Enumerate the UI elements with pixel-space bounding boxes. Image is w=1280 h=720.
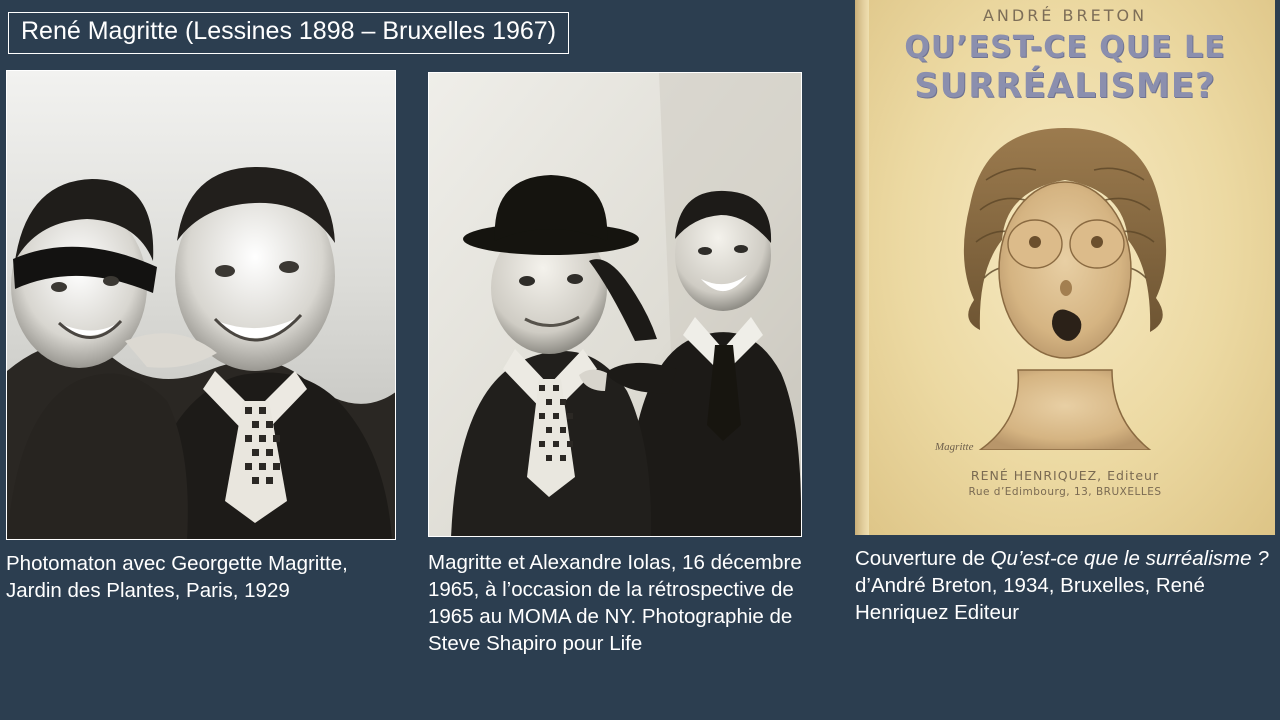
caption-3 bbox=[855, 545, 1275, 626]
caption-2: Magritte et Alexandre Iolas, 16 décembre 1965, à l’occasion de la rétrospective de 1965 au MOMA de NY. Photographie de Steve Shapiro pour Life bbox=[428, 551, 802, 656]
cover-publisher-line-1: RENÉ HENRIQUEZ, Editeur bbox=[970, 467, 1160, 483]
cover-signature: Magritte bbox=[935, 441, 974, 453]
cover-author: ANDRÉ BRETON bbox=[982, 6, 1148, 25]
couverture-quest-ce-que-le-surrealisme bbox=[855, 0, 1275, 535]
figure-block-2 bbox=[428, 70, 808, 657]
cover-title-line-2: SURRÉALISME? bbox=[914, 66, 1216, 106]
page-title-text: René Magritte (Lessines 1898 – Bruxelles 1967) bbox=[21, 17, 557, 45]
magritte-iolas-1965 bbox=[428, 72, 802, 537]
caption-3-before: Couverture de bbox=[855, 547, 991, 570]
figure-block-3 bbox=[855, 535, 1275, 626]
page-title bbox=[8, 12, 569, 54]
photo-image-1 bbox=[7, 71, 396, 540]
cover-illustration bbox=[940, 120, 1190, 450]
caption-3-title: Qu’est-ce que le surréalisme ? bbox=[990, 547, 1269, 570]
cover-publisher-line-2: Rue d’Edimbourg, 13, BRUXELLES bbox=[968, 486, 1162, 499]
magritte-face-drawing bbox=[940, 120, 1190, 450]
figure-block-1 bbox=[6, 70, 396, 604]
photomaton-magritte-georgette bbox=[6, 70, 396, 540]
cover-publisher bbox=[855, 467, 1275, 502]
photo-image-2 bbox=[429, 73, 802, 537]
cover-title-line-1: QU’EST-CE QUE LE bbox=[904, 30, 1226, 65]
caption-3-after: d’André Breton, 1934, Bruxelles, René Henriquez Editeur bbox=[855, 574, 1205, 625]
caption-1: Photomaton avec Georgette Magritte, Jardin des Plantes, Paris, 1929 bbox=[6, 552, 348, 603]
